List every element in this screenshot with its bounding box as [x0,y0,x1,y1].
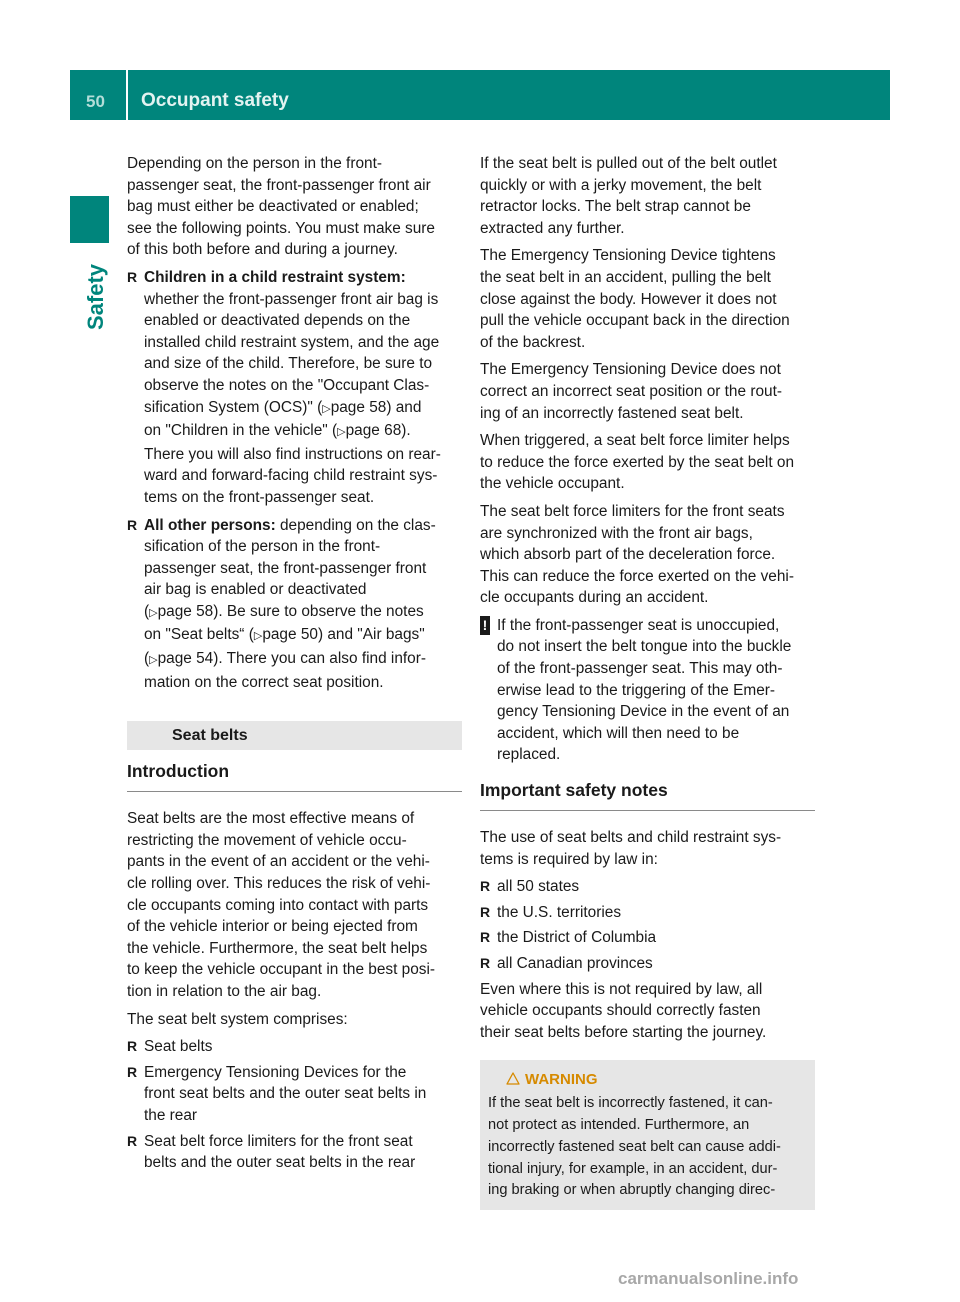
exclamation-icon: ! [480,616,490,635]
intro-body-paragraph: Seat belts are the most effective means of restricting the movement of vehicle occu- pants in the event of an accident or the vehi- cle rolling over. This reduces the risk of vehi- cle occupants coming into contact with parts of the vehicle interior or being ejected from the vehicle. Furthermore, the seat belt helps to keep the vehicle occupant in the best posi- tion in relation to the air bag. [127,810,436,1000]
paragraph: If the seat belt is pulled out of the belt outlet quickly or with a jerky movement, the belt retractor locks. The belt strap cannot be extracted any further. [480,155,777,237]
page-ref-arrow-icon: ▷ [322,402,331,415]
list-item: R Seat belt force limiters for the front seat belts and the outer seat belts in the rear [127,1132,416,1172]
section-tab-label: Safety [83,263,108,330]
header-divider [126,70,128,120]
page-title: Occupant safety [141,90,289,111]
left-column [127,153,462,1178]
bullet-icon: R [127,1132,138,1149]
bullet-icon: R [127,516,138,533]
bullet-icon: R [480,903,491,920]
paragraph: When triggered, a seat belt force limiter helps to reduce the force exerted by the seat belt on the vehicle occupant. [480,432,794,493]
bullet-icon: R [127,268,138,285]
paragraph: Even where this is not required by law, all vehicle occupants should correctly fasten their seat belts before starting the journey. [480,980,767,1041]
paragraph: The Emergency Tensioning Device does not correct an incorrect seat position or the rout- ing of an incorrectly fastened seat belt. [480,361,782,422]
list-item: R the District of Columbia [480,927,815,949]
list-item: R Seat belts [127,1036,462,1058]
subheading-introduction: Introduction [127,760,462,792]
paragraph: The Emergency Tensioning Device tightens the seat belt in an accident, pulling the belt close against the body. However it does not pull the vehicle occupant back in the direction of the backrest. [480,247,790,351]
page-ref-arrow-icon: ▷ [337,426,346,439]
list-item: R the U.S. territories [480,902,815,924]
list-item-other-persons: R All other persons: depending on the clas- sification of the person in the front- passenger seat, the front-passenger front air bag is enabled or deactivated (▷page 58). Be sure to observe the notes on "Seat belts“ (▷page 50) and "Air bags" (▷page 54). There you can also find infor- mation on the correct seat position. [127,516,436,691]
subheading-safety-notes: Important safety notes [480,779,815,811]
list-item: R all 50 states [480,876,815,898]
bullet-icon: R [127,1038,138,1055]
system-lead: The seat belt system comprises: [127,1010,348,1028]
paragraph: The seat belt force limiters for the front seats are synchronized with the front air bags, which absorb part of the deceleration force. This can reduce the force exerted on the vehi- cle occupants during an accident. [480,502,794,607]
watermark: carmanualsonline.info [618,1269,799,1288]
page-ref-arrow-icon: ▷ [253,630,263,643]
bullet-icon: R [480,878,491,895]
page-ref-link[interactable]: page 58) and [330,398,422,416]
intro-paragraph: Depending on the person in the front- passenger seat, the front-passenger front air bag must either be deactivated or enabled; see the following points. You must make sure of this both before and during a journey. [127,155,435,259]
section-heading-seat-belts: Seat belts [127,721,462,750]
page-ref-link[interactable]: page 50) and "Air bags" [262,626,425,644]
list-item: R Emergency Tensioning Devices for the front seat belts and the outer seat belts in the rear [127,1063,427,1124]
warning-header: WARNING [488,1069,807,1091]
paragraph: The use of seat belts and child restraint sys- tems is required by law in: [480,829,782,868]
bullet-icon: R [127,1063,138,1080]
section-marker [70,196,109,243]
list-item-children: R Children in a child restraint system: whether the front-passenger front air bag is enabled or deactivated depends on the installed child restraint system, and the age and size of the child. Therefore, be sure to observe the notes on the "Occupant Clas- sification System (OCS)" (▷page 58) and on "Children in the vehicle" (▷page 68). There you will also find instructions on rear- ward and forward-facing child restraint sys- tems on the front-passenger seat. [127,267,462,509]
bullet-icon: R [480,955,491,971]
property-damage-note: ! If the front-passenger seat is unoccupied, do not insert the belt tongue into the buckle of the front-passenger seat. This may oth- erwise lead to the triggering of the Emer- gency Tensioning Device in the event of an accident, which will then need to be replaced. [480,615,815,766]
list-item: R all Canadian provinces [480,953,815,975]
page-ref-arrow-icon: ▷ [149,606,158,619]
bullet-icon: R [480,929,491,946]
bullet-title: All other persons: [144,516,276,534]
page-ref-arrow-icon: ▷ [149,654,158,667]
right-column [480,153,815,1210]
page-ref-link[interactable]: page 54). There you can also find infor- [157,650,426,668]
warning-triangle-icon [506,1072,520,1085]
page-ref-link[interactable]: page 58). Be sure to observe the notes [157,602,424,620]
page-number: 50 [86,92,105,111]
warning-box: WARNING If the seat belt is incorrectly fastened, it can- not protect as intended. Furthermore, an incorrectly fastened seat belt can cause addi- tional injury, for example, in an accident, dur- ing braking or when abruptly changing direc- [480,1060,815,1210]
bullet-title: Children in a child restraint system: [144,268,406,286]
page-ref-link[interactable]: page 68). [345,422,411,440]
